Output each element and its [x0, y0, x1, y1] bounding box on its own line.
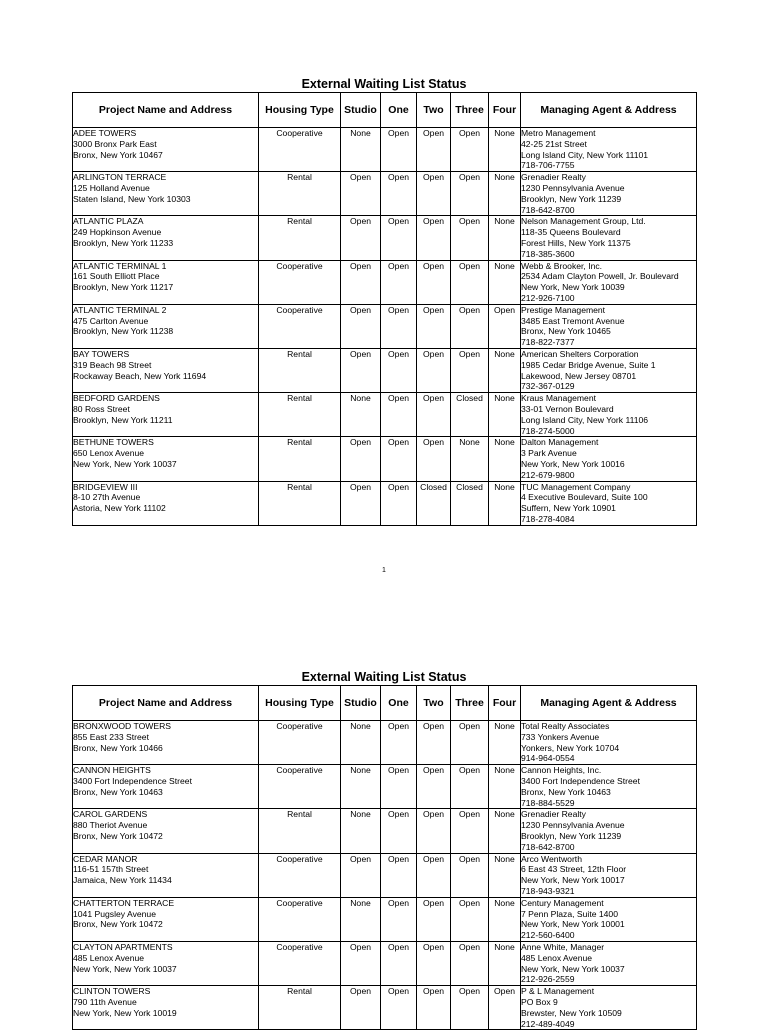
two-bedroom-cell: Open	[417, 128, 451, 172]
two-bedroom-cell: Open	[417, 721, 451, 765]
agent-city: Forest Hills, New York 11375	[521, 237, 631, 248]
agent-city: New York, New York 10017	[521, 875, 625, 886]
project-cell	[73, 393, 259, 437]
agent-cell	[521, 304, 697, 348]
three-bedroom-cell: Open	[451, 941, 489, 985]
housing-type-cell: Cooperative	[259, 128, 341, 172]
one-bedroom-cell: Open	[381, 721, 417, 765]
waiting-list-table	[72, 92, 697, 526]
project-city: Brooklyn, New York 11211	[73, 414, 173, 425]
project-street: 249 Hopkinson Avenue	[73, 227, 162, 238]
two-bedroom-cell: Open	[417, 172, 451, 216]
agent-cell	[521, 853, 697, 897]
agent-phone: 718-943-9321	[521, 885, 575, 896]
studio-cell: None	[341, 897, 381, 941]
project-cell	[73, 765, 259, 809]
two-bedroom-cell: Open	[417, 216, 451, 260]
header-studio: Studio	[341, 686, 381, 721]
project-cell	[73, 260, 259, 304]
project-name: ATLANTIC TERMINAL 1	[73, 260, 167, 271]
agent-cell	[521, 481, 697, 525]
agent-name: Arco Wentworth	[521, 853, 582, 864]
one-bedroom-cell: Open	[381, 348, 417, 392]
studio-cell: Open	[341, 986, 381, 1030]
table-row	[73, 393, 697, 437]
agent-cell	[521, 172, 697, 216]
page-title: External Waiting List Status	[301, 77, 467, 91]
project-city: New York, New York 10037	[73, 963, 177, 974]
project-city: New York, New York 10019	[73, 1007, 177, 1018]
header-studio: Studio	[341, 93, 381, 128]
project-street: 125 Holland Avenue	[73, 182, 150, 193]
project-street: 475 Carlton Avenue	[73, 315, 149, 326]
agent-phone: 718-706-7755	[521, 160, 575, 171]
one-bedroom-cell: Open	[381, 260, 417, 304]
agent-street: 485 Lenox Avenue	[521, 952, 593, 963]
one-bedroom-cell: Open	[381, 897, 417, 941]
project-cell	[73, 721, 259, 765]
two-bedroom-cell: Open	[417, 304, 451, 348]
two-bedroom-cell: Open	[417, 941, 451, 985]
header-one: One	[381, 686, 417, 721]
agent-cell	[521, 393, 697, 437]
table-row	[73, 437, 697, 481]
project-name: ADEE TOWERS	[73, 128, 137, 138]
project-city: Bronx, New York 10472	[73, 830, 163, 841]
agent-city: Brooklyn, New York 11239	[521, 830, 622, 841]
project-name: BAY TOWERS	[73, 348, 130, 359]
agent-name: Total Realty Associates	[521, 721, 610, 731]
project-street: 161 South Elliott Place	[73, 271, 160, 282]
agent-phone: 718-642-8700	[521, 204, 575, 215]
project-street: 855 East 233 Street	[73, 731, 149, 742]
agent-city: Brewster, New York 10509	[521, 1007, 622, 1018]
studio-cell: Open	[341, 304, 381, 348]
agent-phone: 212-489-4049	[521, 1018, 575, 1029]
project-name: BETHUNE TOWERS	[73, 437, 154, 448]
agent-street: 1230 Pennsylvania Avenue	[521, 820, 625, 831]
agent-city: Suffern, New York 10901	[521, 503, 616, 514]
two-bedroom-cell: Open	[417, 260, 451, 304]
two-bedroom-cell: Open	[417, 437, 451, 481]
agent-phone: 718-274-5000	[521, 425, 575, 436]
one-bedroom-cell: Open	[381, 172, 417, 216]
table-row	[73, 897, 697, 941]
header-one: One	[381, 93, 417, 128]
agent-phone: 914-964-0554	[521, 753, 575, 764]
four-bedroom-cell: None	[489, 721, 521, 765]
header-agent: Managing Agent & Address	[521, 686, 697, 721]
project-cell	[73, 172, 259, 216]
studio-cell: Open	[341, 260, 381, 304]
four-bedroom-cell: None	[489, 216, 521, 260]
project-cell	[73, 216, 259, 260]
agent-street: 2534 Adam Clayton Powell, Jr. Boulevard	[521, 271, 679, 282]
housing-type-cell: Cooperative	[259, 260, 341, 304]
project-street: 485 Lenox Avenue	[73, 952, 145, 963]
one-bedroom-cell: Open	[381, 393, 417, 437]
project-cell	[73, 481, 259, 525]
header-housing-type: Housing Type	[259, 686, 341, 721]
housing-type-cell: Rental	[259, 809, 341, 853]
table-row	[73, 481, 697, 525]
studio-cell: Open	[341, 172, 381, 216]
agent-name: Grenadier Realty	[521, 172, 586, 183]
agent-city: New York, New York 10001	[521, 919, 625, 930]
project-cell	[73, 809, 259, 853]
project-city: Bronx, New York 10467	[73, 149, 163, 160]
agent-street: 1230 Pennsylvania Avenue	[521, 182, 625, 193]
header-three: Three	[451, 93, 489, 128]
agent-phone: 718-385-3600	[521, 248, 575, 259]
project-city: Bronx, New York 10463	[73, 786, 163, 797]
project-street: 3000 Bronx Park East	[73, 138, 157, 149]
one-bedroom-cell: Open	[381, 941, 417, 985]
one-bedroom-cell: Open	[381, 481, 417, 525]
three-bedroom-cell: Open	[451, 897, 489, 941]
agent-name: Webb & Brooker, Inc.	[521, 260, 603, 271]
housing-type-cell: Rental	[259, 393, 341, 437]
agent-cell	[521, 721, 697, 765]
studio-cell: Open	[341, 481, 381, 525]
agent-city: New York, New York 10039	[521, 282, 625, 293]
waiting-list-table	[72, 685, 697, 1030]
studio-cell: None	[341, 393, 381, 437]
project-city: Brooklyn, New York 11217	[73, 282, 174, 293]
agent-street: 733 Yonkers Avenue	[521, 731, 600, 742]
agent-city: Lakewood, New Jersey 08701	[521, 370, 637, 381]
header-four: Four	[489, 93, 521, 128]
studio-cell: Open	[341, 437, 381, 481]
header-three: Three	[451, 686, 489, 721]
agent-cell	[521, 216, 697, 260]
agent-cell	[521, 128, 697, 172]
table-row	[73, 765, 697, 809]
table-row	[73, 941, 697, 985]
four-bedroom-cell: None	[489, 128, 521, 172]
project-city: Rockaway Beach, New York 11694	[73, 370, 207, 381]
project-city: Bronx, New York 10466	[73, 742, 163, 753]
agent-name: P & L Management	[521, 986, 595, 997]
agent-city: Yonkers, New York 10704	[521, 742, 620, 753]
table-row	[73, 853, 697, 897]
project-cell	[73, 897, 259, 941]
four-bedroom-cell: None	[489, 941, 521, 985]
project-city: Brooklyn, New York 11238	[73, 326, 174, 337]
three-bedroom-cell: Open	[451, 986, 489, 1030]
agent-street: 7 Penn Plaza, Suite 1400	[521, 908, 618, 919]
agent-name: Cannon Heights, Inc.	[521, 765, 602, 776]
housing-type-cell: Rental	[259, 216, 341, 260]
agent-phone: 212-926-2559	[521, 974, 575, 985]
two-bedroom-cell: Open	[417, 765, 451, 809]
table-header-row	[73, 686, 697, 721]
agent-city: Long Island City, New York 11106	[521, 414, 649, 425]
one-bedroom-cell: Open	[381, 216, 417, 260]
two-bedroom-cell: Closed	[417, 481, 451, 525]
three-bedroom-cell: Open	[451, 809, 489, 853]
header-two: Two	[417, 93, 451, 128]
header-project: Project Name and Address	[73, 93, 259, 128]
agent-city: Bronx, New York 10465	[521, 326, 611, 337]
studio-cell: Open	[341, 216, 381, 260]
table-row	[73, 260, 697, 304]
agent-street: 33-01 Vernon Boulevard	[521, 403, 614, 414]
agent-cell	[521, 897, 697, 941]
project-street: 650 Lenox Avenue	[73, 448, 145, 459]
agent-phone: 718-822-7377	[521, 337, 575, 348]
agent-street: PO Box 9	[521, 996, 558, 1007]
studio-cell: Open	[341, 941, 381, 985]
agent-cell	[521, 941, 697, 985]
table-body	[73, 721, 697, 1030]
project-name: ATLANTIC TERMINAL 2	[73, 304, 167, 315]
project-name: BRIDGEVIEW III	[73, 481, 138, 492]
table-row	[73, 348, 697, 392]
header-housing-type: Housing Type	[259, 93, 341, 128]
housing-type-cell: Cooperative	[259, 897, 341, 941]
project-name: CLINTON TOWERS	[73, 986, 151, 997]
studio-cell: None	[341, 128, 381, 172]
project-name: CHATTERTON TERRACE	[73, 897, 175, 908]
header-project: Project Name and Address	[73, 686, 259, 721]
project-street: 8-10 27th Avenue	[73, 492, 141, 503]
header-agent: Managing Agent & Address	[521, 93, 697, 128]
project-name: CEDAR MANOR	[73, 853, 138, 864]
project-cell	[73, 853, 259, 897]
one-bedroom-cell: Open	[381, 853, 417, 897]
four-bedroom-cell: None	[489, 172, 521, 216]
three-bedroom-cell: Open	[451, 128, 489, 172]
three-bedroom-cell: Open	[451, 172, 489, 216]
agent-street: 118-35 Queens Boulevard	[521, 227, 621, 238]
three-bedroom-cell: Open	[451, 260, 489, 304]
table-header-row	[73, 93, 697, 128]
project-street: 880 Theriot Avenue	[73, 820, 148, 831]
agent-cell	[521, 809, 697, 853]
project-name: CAROL GARDENS	[73, 809, 148, 820]
table-row	[73, 809, 697, 853]
project-name: ATLANTIC PLAZA	[73, 216, 144, 227]
three-bedroom-cell: Open	[451, 765, 489, 809]
two-bedroom-cell: Open	[417, 348, 451, 392]
four-bedroom-cell: None	[489, 897, 521, 941]
table-row	[73, 216, 697, 260]
project-cell	[73, 348, 259, 392]
agent-cell	[521, 348, 697, 392]
project-city: Astoria, New York 11102	[73, 503, 166, 514]
four-bedroom-cell: None	[489, 765, 521, 809]
agent-name: Dalton Management	[521, 437, 599, 448]
agent-street: 3 Park Avenue	[521, 448, 577, 459]
project-city: Staten Island, New York 10303	[73, 193, 191, 204]
housing-type-cell: Cooperative	[259, 853, 341, 897]
housing-type-cell: Cooperative	[259, 765, 341, 809]
housing-type-cell: Rental	[259, 172, 341, 216]
table-row	[73, 128, 697, 172]
table-row	[73, 721, 697, 765]
one-bedroom-cell: Open	[381, 809, 417, 853]
table-body	[73, 128, 697, 526]
table-row	[73, 986, 697, 1030]
agent-street: 42-25 21st Street	[521, 138, 587, 149]
agent-street: 6 East 43 Street, 12th Floor	[521, 864, 627, 875]
agent-street: 3485 East Tremont Avenue	[521, 315, 625, 326]
housing-type-cell: Rental	[259, 986, 341, 1030]
one-bedroom-cell: Open	[381, 437, 417, 481]
one-bedroom-cell: Open	[381, 128, 417, 172]
four-bedroom-cell: None	[489, 481, 521, 525]
project-cell	[73, 437, 259, 481]
housing-type-cell: Rental	[259, 437, 341, 481]
four-bedroom-cell: None	[489, 853, 521, 897]
agent-cell	[521, 765, 697, 809]
project-city: New York, New York 10037	[73, 458, 177, 469]
agent-name: Kraus Management	[521, 393, 596, 404]
studio-cell: None	[341, 765, 381, 809]
three-bedroom-cell: Open	[451, 853, 489, 897]
studio-cell: Open	[341, 348, 381, 392]
three-bedroom-cell: Open	[451, 304, 489, 348]
agent-city: Bronx, New York 10463	[521, 786, 611, 797]
table-row	[73, 172, 697, 216]
project-street: 3400 Fort Independence Street	[73, 775, 192, 786]
project-street: 1041 Pugsley Avenue	[73, 908, 156, 919]
project-name: CANNON HEIGHTS	[73, 765, 151, 776]
page-title: External Waiting List Status	[301, 670, 467, 684]
housing-type-cell: Cooperative	[259, 304, 341, 348]
one-bedroom-cell: Open	[381, 765, 417, 809]
agent-name: Prestige Management	[521, 304, 606, 315]
project-cell	[73, 986, 259, 1030]
agent-phone: 718-884-5529	[521, 797, 575, 808]
four-bedroom-cell: None	[489, 348, 521, 392]
one-bedroom-cell: Open	[381, 304, 417, 348]
studio-cell: Open	[341, 853, 381, 897]
agent-name: Century Management	[521, 897, 604, 908]
project-street: 790 11th Avenue	[73, 996, 137, 1007]
project-street: 319 Beach 98 Street	[73, 359, 152, 370]
housing-type-cell: Rental	[259, 348, 341, 392]
table-row	[73, 304, 697, 348]
housing-type-cell: Rental	[259, 481, 341, 525]
four-bedroom-cell: None	[489, 393, 521, 437]
project-name: BEDFORD GARDENS	[73, 393, 160, 404]
four-bedroom-cell: Open	[489, 986, 521, 1030]
agent-cell	[521, 986, 697, 1030]
header-two: Two	[417, 686, 451, 721]
three-bedroom-cell: Closed	[451, 393, 489, 437]
housing-type-cell: Cooperative	[259, 721, 341, 765]
project-city: Bronx, New York 10472	[73, 919, 163, 930]
one-bedroom-cell: Open	[381, 986, 417, 1030]
project-cell	[73, 128, 259, 172]
four-bedroom-cell: None	[489, 809, 521, 853]
agent-city: Brooklyn, New York 11239	[521, 193, 622, 204]
three-bedroom-cell: Open	[451, 216, 489, 260]
two-bedroom-cell: Open	[417, 853, 451, 897]
four-bedroom-cell: None	[489, 437, 521, 481]
project-name: BRONXWOOD TOWERS	[73, 721, 172, 731]
three-bedroom-cell: Open	[451, 721, 489, 765]
agent-street: 4 Executive Boulevard, Suite 100	[521, 492, 648, 503]
project-city: Brooklyn, New York 11233	[73, 237, 174, 248]
agent-phone: 212-926-7100	[521, 292, 575, 303]
project-cell	[73, 941, 259, 985]
agent-name: American Shelters Corporation	[521, 348, 639, 359]
three-bedroom-cell: None	[451, 437, 489, 481]
studio-cell: None	[341, 809, 381, 853]
two-bedroom-cell: Open	[417, 809, 451, 853]
agent-street: 3400 Fort Independence Street	[521, 775, 640, 786]
project-name: ARLINGTON TERRACE	[73, 172, 167, 183]
header-four: Four	[489, 686, 521, 721]
agent-city: New York, New York 10037	[521, 963, 625, 974]
studio-cell: None	[341, 721, 381, 765]
two-bedroom-cell: Open	[417, 393, 451, 437]
agent-phone: 212-679-9800	[521, 469, 575, 480]
four-bedroom-cell: None	[489, 260, 521, 304]
agent-street: 1985 Cedar Bridge Avenue, Suite 1	[521, 359, 656, 370]
housing-type-cell: Cooperative	[259, 941, 341, 985]
agent-phone: 732-367-0129	[521, 381, 575, 392]
agent-city: Long Island City, New York 11101	[521, 149, 649, 160]
agent-cell	[521, 260, 697, 304]
project-street: 80 Ross Street	[73, 403, 130, 414]
agent-name: Nelson Management Group, Ltd.	[521, 216, 646, 227]
agent-name: Metro Management	[521, 128, 596, 138]
page-number: 1	[382, 567, 386, 574]
project-cell	[73, 304, 259, 348]
agent-phone: 718-642-8700	[521, 841, 575, 852]
agent-cell	[521, 437, 697, 481]
three-bedroom-cell: Closed	[451, 481, 489, 525]
agent-name: Grenadier Realty	[521, 809, 586, 820]
project-name: CLAYTON APARTMENTS	[73, 941, 173, 952]
agent-phone: 212-560-6400	[521, 930, 575, 941]
two-bedroom-cell: Open	[417, 897, 451, 941]
agent-name: TUC Management Company	[521, 481, 631, 492]
agent-city: New York, New York 10016	[521, 458, 625, 469]
two-bedroom-cell: Open	[417, 986, 451, 1030]
agent-phone: 718-278-4084	[521, 513, 575, 524]
four-bedroom-cell: Open	[489, 304, 521, 348]
project-street: 116-51 157th Street	[73, 864, 149, 875]
three-bedroom-cell: Open	[451, 348, 489, 392]
project-city: Jamaica, New York 11434	[73, 875, 172, 886]
agent-name: Anne White, Manager	[521, 941, 605, 952]
